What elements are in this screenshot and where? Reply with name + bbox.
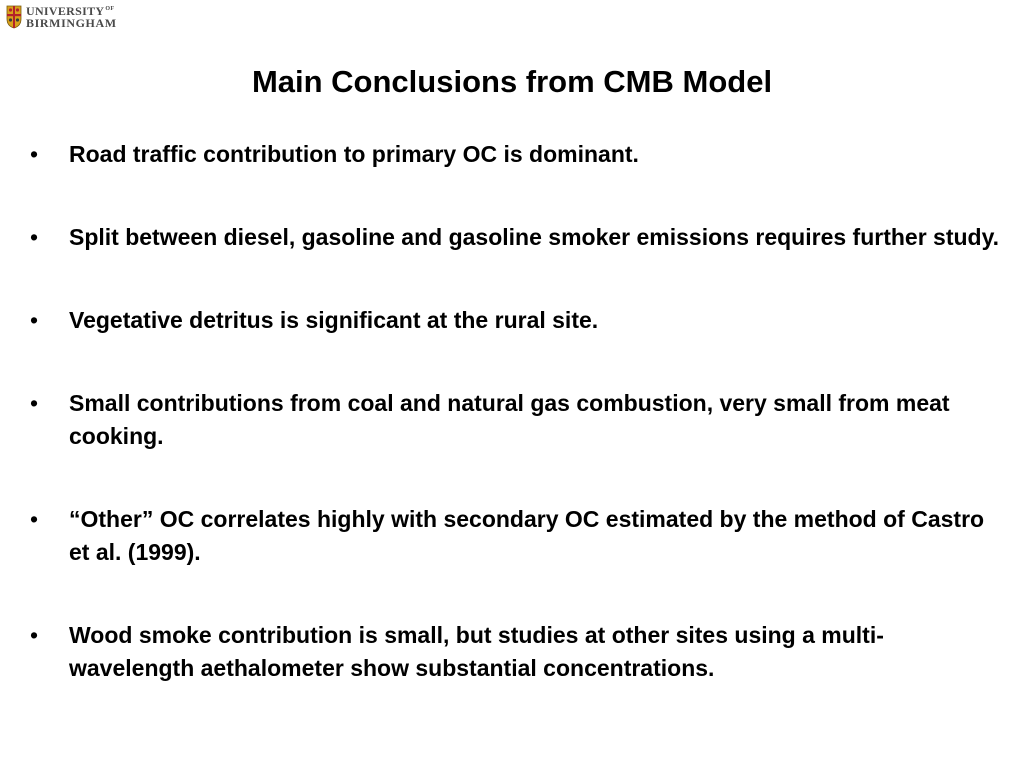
logo-wordmark	[26, 5, 117, 29]
logo-university: UNIVERSITY	[26, 4, 105, 18]
logo-birmingham: BIRMINGHAM	[26, 16, 117, 30]
bullet-text: Split between diesel, gasoline and gasoline smoker emissions requires further study.	[69, 224, 1000, 250]
university-crest-icon	[6, 5, 22, 29]
university-logo	[6, 5, 117, 29]
bullet-marker: •	[30, 307, 39, 333]
bullet-marker: •	[30, 622, 39, 648]
bullet-marker: •	[30, 141, 39, 167]
bullet-list	[30, 138, 1000, 685]
bullet-marker: •	[30, 506, 39, 532]
bullet-marker: •	[30, 224, 39, 250]
bullet-item	[30, 387, 1000, 453]
bullet-marker: •	[30, 390, 39, 416]
bullet-item	[30, 138, 1000, 171]
bullet-text: Small contributions from coal and natural gas combustion, very small from meat cooking.	[69, 390, 950, 449]
logo-of: OF	[105, 6, 115, 12]
bullet-item	[30, 619, 1000, 685]
bullet-item	[30, 503, 1000, 569]
bullet-item	[30, 221, 1000, 254]
slide-title: Main Conclusions from CMB Model	[251, 64, 773, 99]
bullet-text: “Other” OC correlates highly with secondary OC estimated by the method of Castro et al. (1999).	[69, 506, 985, 565]
bullet-text: Vegetative detritus is significant at the rural site.	[69, 307, 599, 333]
bullet-text: Road traffic contribution to primary OC is dominant.	[69, 141, 639, 167]
bullet-item	[30, 304, 1000, 337]
bullet-text: Wood smoke contribution is small, but studies at other sites using a multi-wavelength aethalometer show substantial concentrations.	[69, 622, 884, 681]
